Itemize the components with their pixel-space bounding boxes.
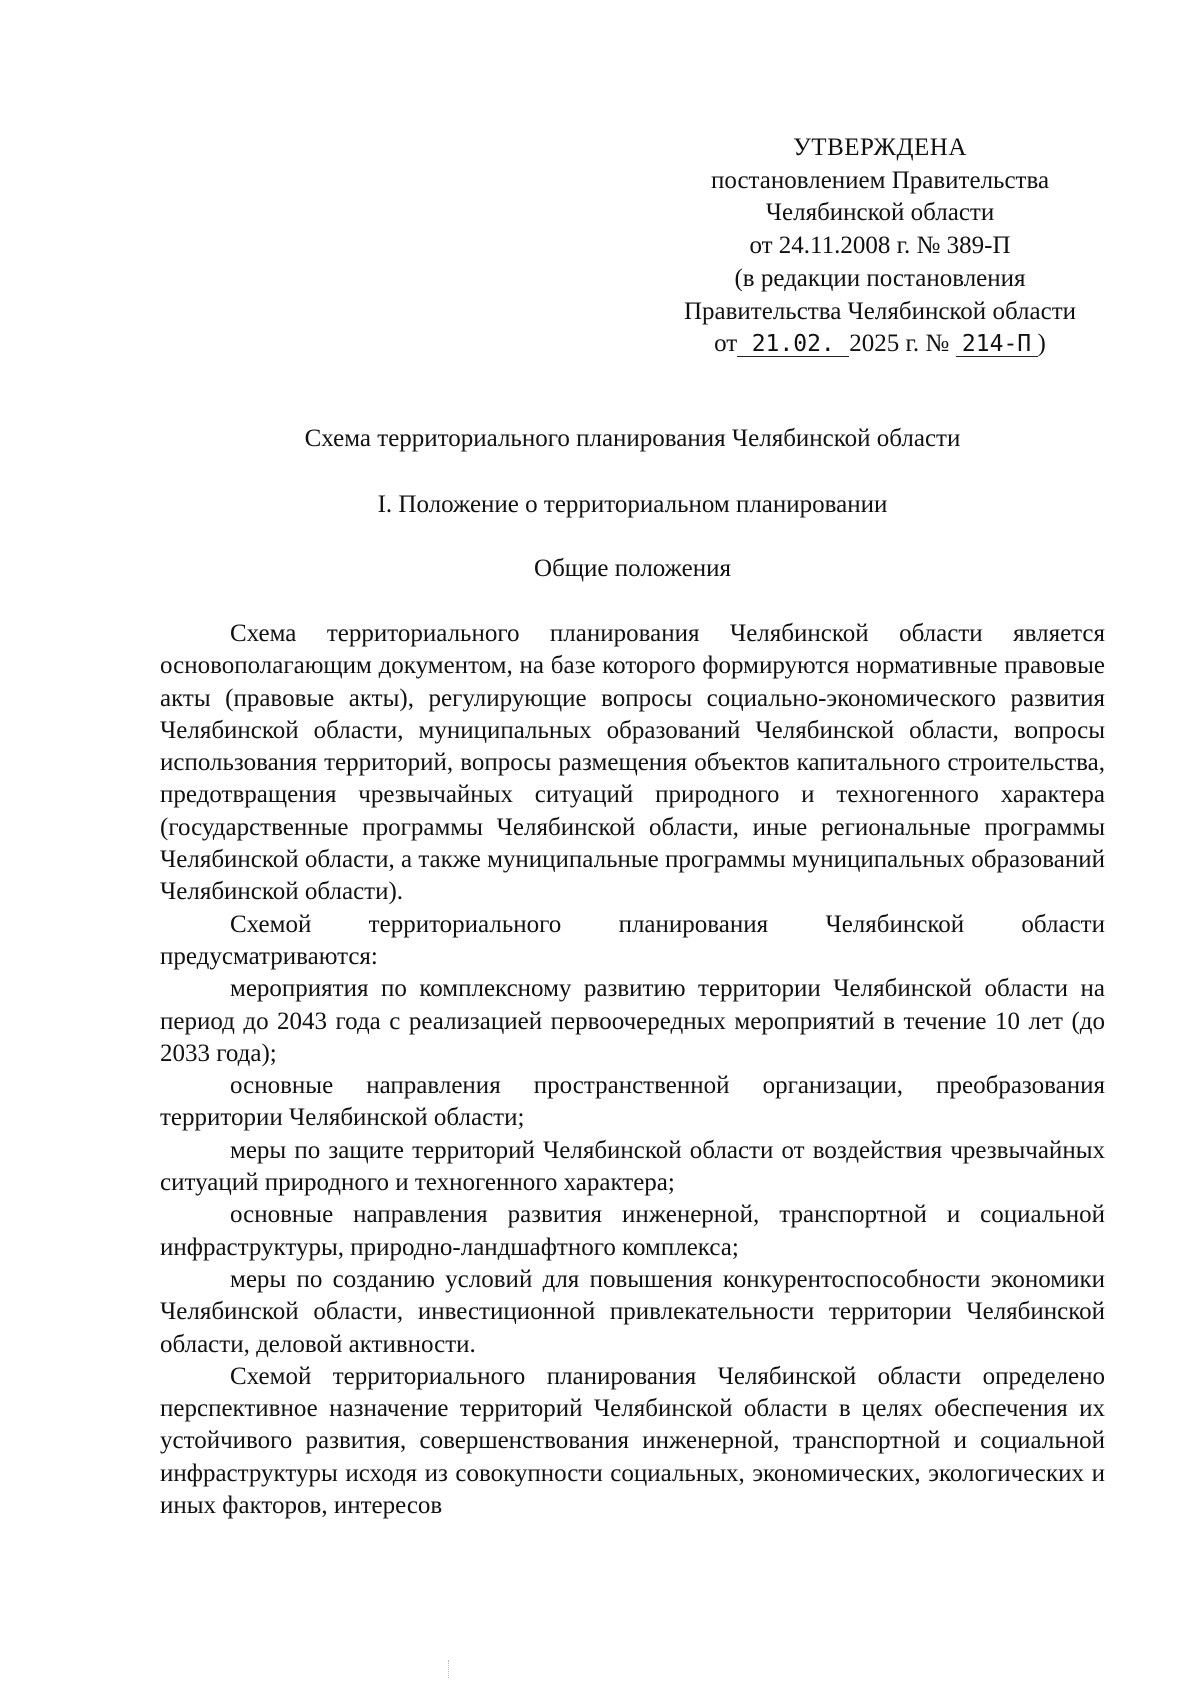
paragraph-7: меры по созданию условий для повышения конкурентоспособности экономики Челябинской области, инвестиционной привлекательности территории Челябинской области, деловой активности. xyxy=(160,1265,1105,1358)
paragraph-8: Схемой территориального планирования Челябинской области определено перспективное назначение территорий Челябинской области в целях обеспечения их устойчивого развития, совершенствования инженерной, транспортной и социальной инфраструктуры исходя из совокупности социальных, экономических, экологических и иных факторов, интересов xyxy=(160,1362,1105,1520)
amendment-date-field: 21.02. xyxy=(737,332,849,357)
body-text xyxy=(160,618,1105,1522)
subsection-title: Общие положения xyxy=(534,555,731,582)
amendment-number-field: 214-П xyxy=(956,332,1038,357)
paragraph-1: Схема территориального планирования Челябинской области является основополагающим документом, на базе которого формируются нормативные правовые акты (правовые акты), регулирующие вопросы социально-экономического развития Челябинской области, муниципальных образований Челябинской области, вопросы использования территорий, вопросы размещения объектов капитального строительства, предотвращения чрезвычайных ситуаций природного и техногенного характера (государственные программы Челябинской области, иные региональные программы Челябинской области, а также муниципальные программы муниципальных образований Челябинской области). xyxy=(160,620,1106,906)
amendment-line xyxy=(630,328,1130,361)
scan-artifact xyxy=(448,1660,451,1678)
paragraph-5: меры по защите территорий Челябинской области от воздействия чрезвычайных ситуаций природного и техногенного характера; xyxy=(160,1136,1105,1197)
paragraph-2: Схемой территориального планирования Челябинской области предусматриваются: xyxy=(160,910,1105,970)
amendment-suffix: ) xyxy=(1037,330,1046,358)
approval-title: УТВЕРЖДЕНА xyxy=(793,134,967,161)
approval-stamp xyxy=(630,132,1130,361)
amendment-middle: 2025 г. № xyxy=(849,330,950,358)
document-title: Схема территориального планирования Челябинской области xyxy=(304,425,961,452)
approval-line-1: постановлением Правительства xyxy=(710,166,1050,194)
approval-line-5: Правительства Челябинской области xyxy=(683,297,1077,325)
approval-line-4: (в редакции постановления xyxy=(734,264,1026,292)
approval-line-2: Челябинской области xyxy=(765,199,995,227)
section-title: I. Положение о территориальном планировании xyxy=(377,491,888,518)
paragraph-4: основные направления пространственной организации, преобразования территории Челябинской области; xyxy=(160,1072,1105,1132)
amendment-prefix: от xyxy=(714,330,738,358)
paragraph-6: основные направления развития инженерной, транспортной и социальной инфраструктуры, природно-ландшафтного комплекса; xyxy=(160,1201,1105,1261)
paragraph-3: мероприятия по комплексному развитию территории Челябинской области на период до 2043 года с реализацией первоочередных мероприятий в течение 10 лет (до 2033 года); xyxy=(160,975,1105,1067)
approval-line-3: от 24.11.2008 г. № 389-П xyxy=(749,232,1011,260)
